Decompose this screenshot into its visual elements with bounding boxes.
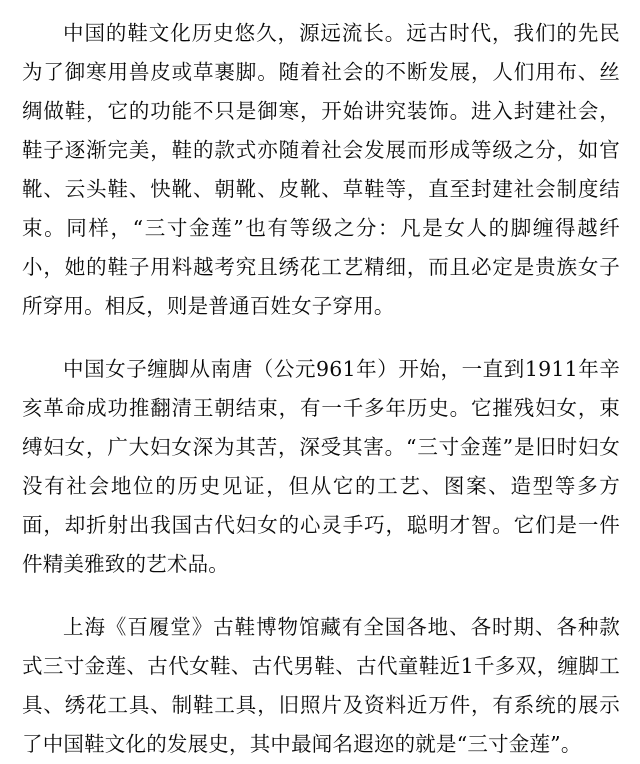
paragraph-3: 上海《百履堂》古鞋博物馆藏有全国各地、各时期、各种款式三寸金莲、古代女鞋、古代男鞋、古代童鞋近1千多双，缠脚工具、绣花工具、制鞋工具，旧照片及资料近万件，有系统的展示了中国鞋文化的发展史，其中最闻名遐迩的就是“三寸金莲”。 xyxy=(22,615,620,756)
paragraph-2: 中国女子缠脚从南唐（公元961年）开始，一直到1911年辛亥革命成功推翻清王朝结束，有一千多年历史。它摧残妇女，束缚妇女，广大妇女深为其苦，深受其害。“三寸金莲”是旧时妇女没有社会地位的历史见证，但从它的工艺、图案、造型等多方面，却折射出我国古代妇女的心灵手巧，聪明才智。它们是一件件精美雅致的艺术品。 xyxy=(22,357,620,576)
paragraph-1: 中国的鞋文化历史悠久，源远流长。远古时代，我们的先民为了御寒用兽皮或草裹脚。随着社会的不断发展，人们用布、丝绸做鞋，它的功能不只是御寒，开始讲究装饰。进入封建社会，鞋子逐渐完美，鞋的款式亦随着社会发展而形成等级之分，如官靴、云头鞋、快靴、朝靴、皮靴、草鞋等，直至封建社会制度结束。同样，“三寸金莲”也有等级之分：凡是女人的脚缠得越纤小，她的鞋子用料越考究且绣花工艺精细，而且必定是贵族女子所穿用。相反，则是普通百姓女子穿用。 xyxy=(22,21,620,318)
